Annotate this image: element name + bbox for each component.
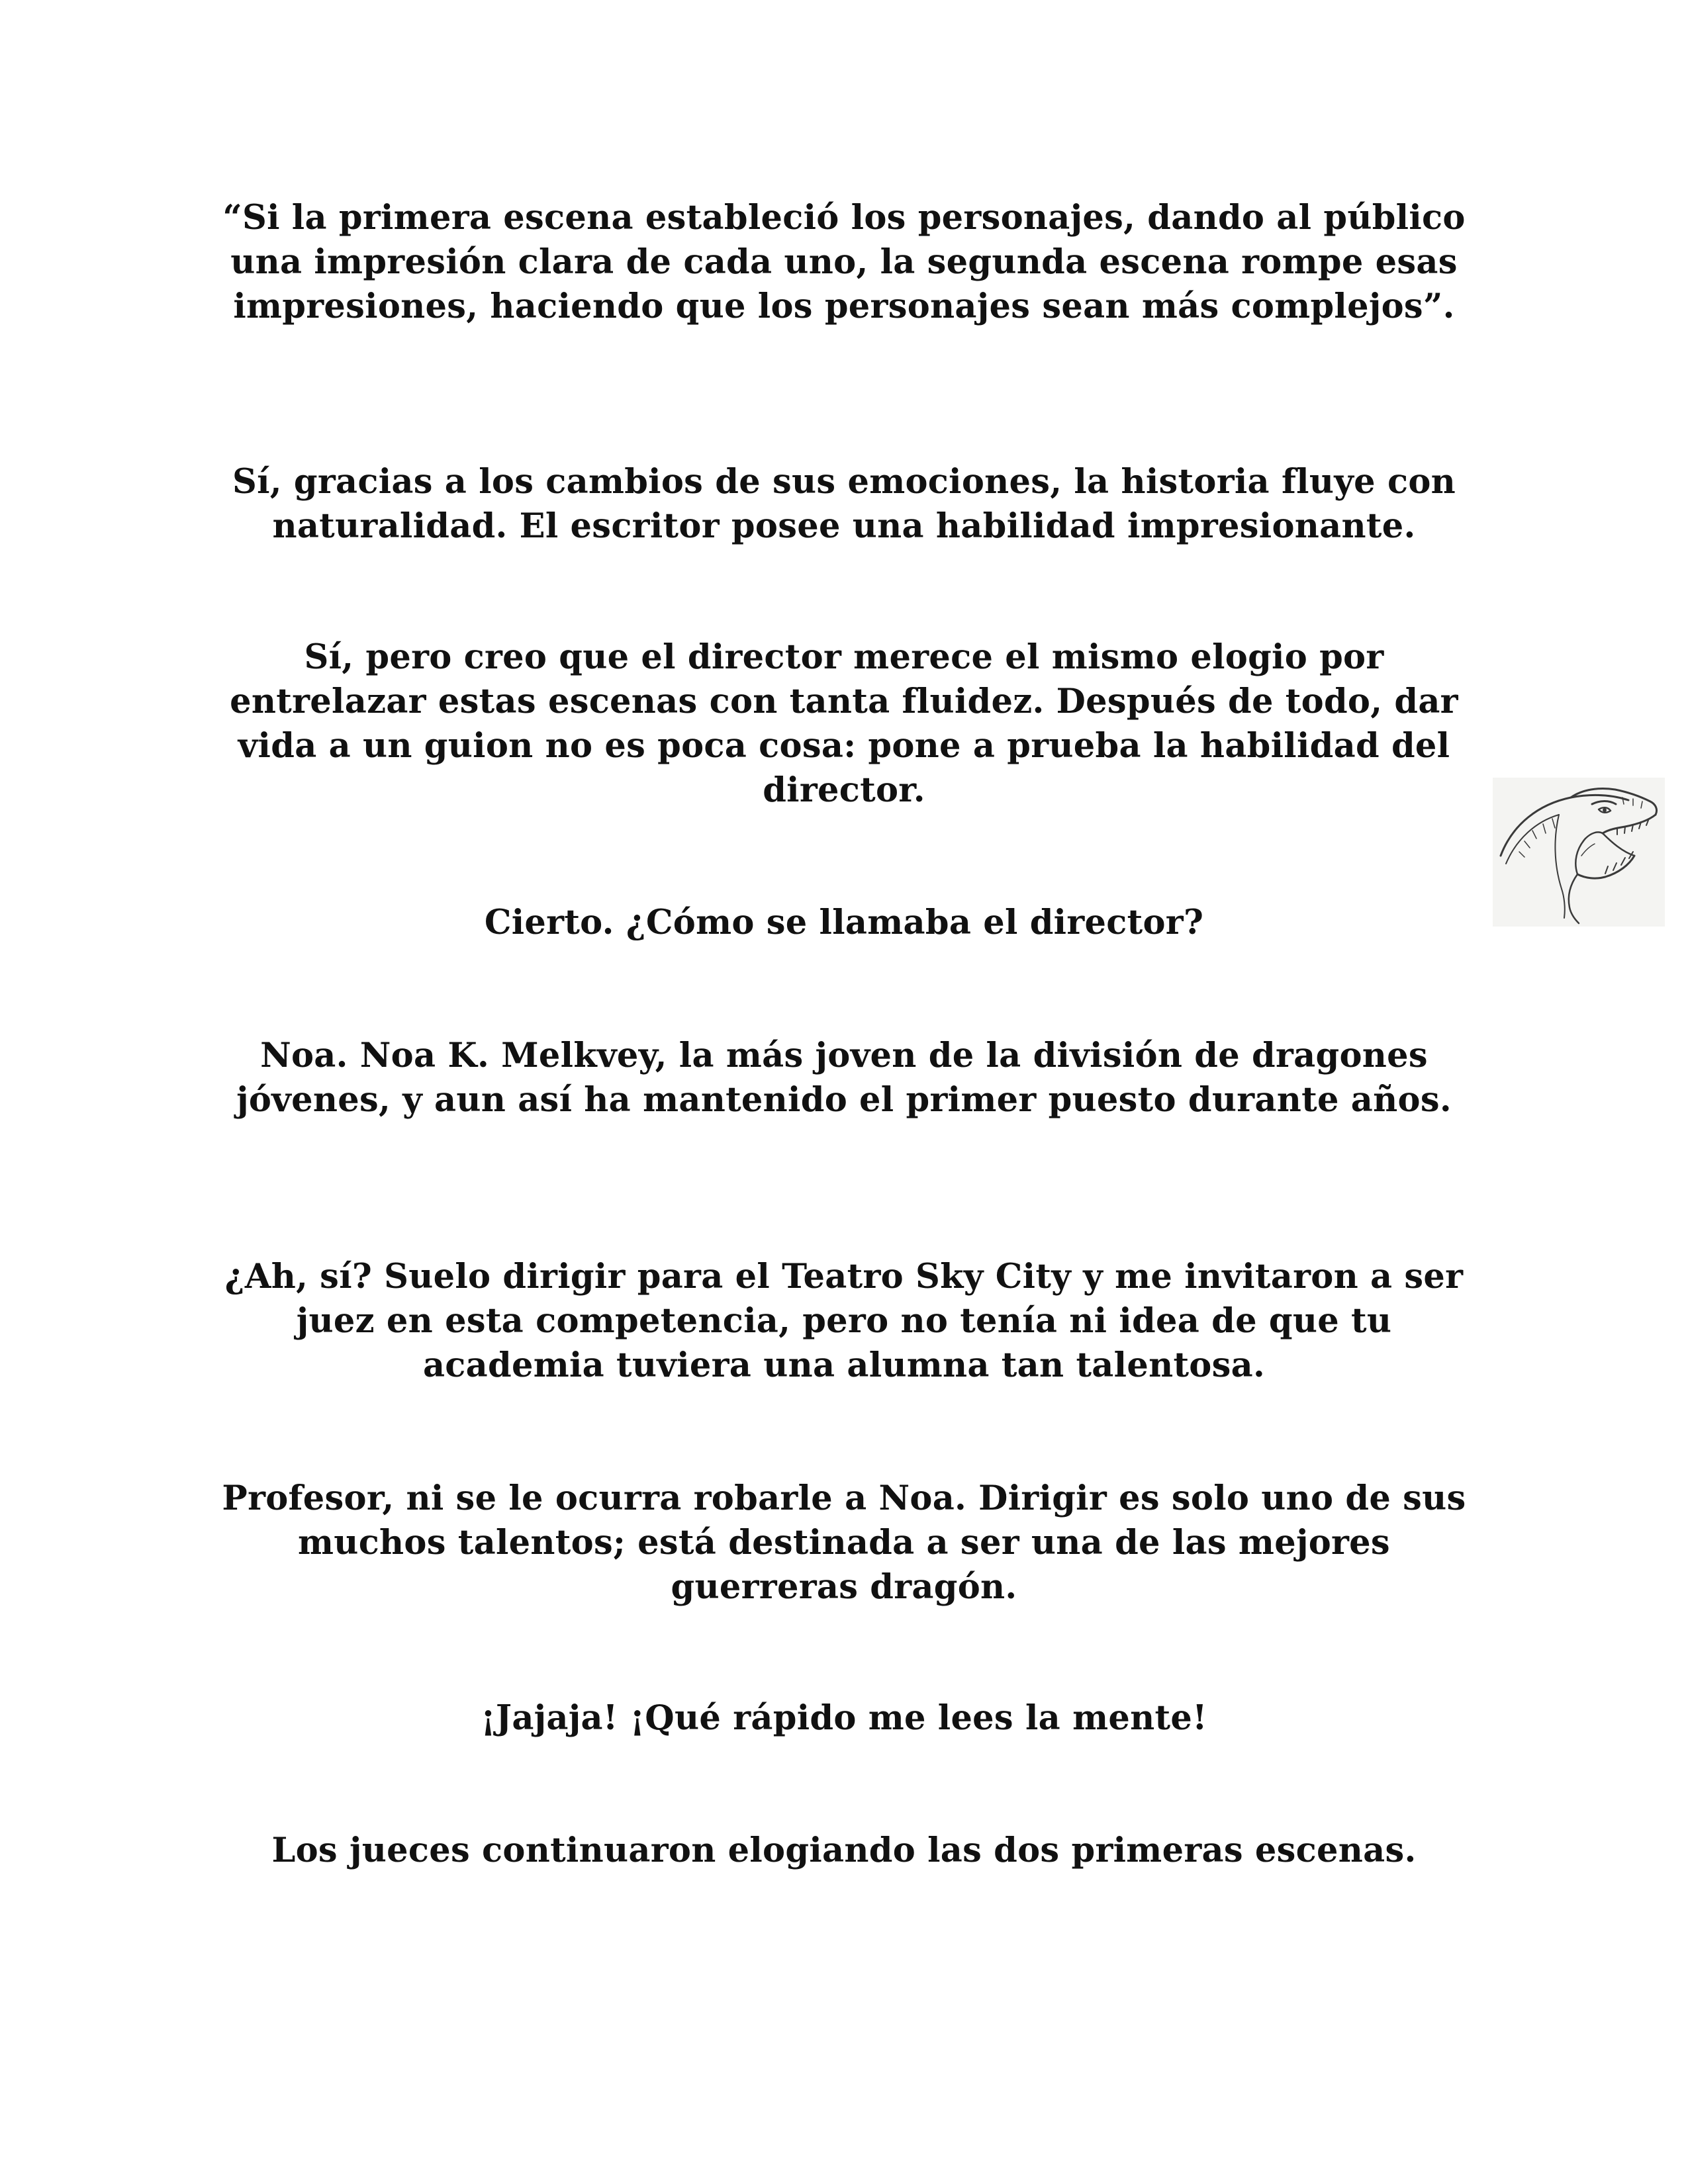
paragraph-7: Profesor, ni se le ocurra robarle a Noa. Dirigir es solo uno de sus muchos talentos; está destinada a ser una de las mejores guerreras dragón. [222, 1479, 1466, 1607]
paragraph-8: ¡Jajaja! ¡Qué rápido me lees la mente! [481, 1698, 1207, 1738]
paragraph-1: “Si la primera escena estableció los personajes, dando al público una impresión clara de cada uno, la segunda escena rompe esas impresiones, haciendo que los personajes sean más complejos”. [222, 198, 1466, 326]
paragraph-9: Los jueces continuaron elogiando las dos primeras escenas. [271, 1831, 1417, 1870]
dinosaur-sketch-graphic [1493, 778, 1665, 927]
paragraph-4: Cierto. ¿Cómo se llamaba el director? [484, 903, 1204, 942]
paragraph-5: Noa. Noa K. Melkvey, la más joven de la división de dragones jóvenes, y aun así ha mantenido el primer puesto durante años. [236, 1036, 1452, 1120]
dinosaur-sketch-icon [1493, 778, 1665, 927]
paragraph-3: Sí, pero creo que el director merece el mismo elogio por entrelazar estas escenas con tanta fluidez. Después de todo, dar vida a un guion no es poca cosa: pone a prueba la habilidad del director. [230, 637, 1458, 810]
paragraph-2: Sí, gracias a los cambios de sus emociones, la historia fluye con naturalidad. El escritor posee una habilidad impresionante. [232, 462, 1456, 546]
paragraph-6: ¿Ah, sí? Suelo dirigir para el Teatro Sky City y me invitaron a ser juez en esta competencia, pero no tenía ni idea de que tu academia tuviera una alumna tan talentosa. [224, 1257, 1464, 1385]
